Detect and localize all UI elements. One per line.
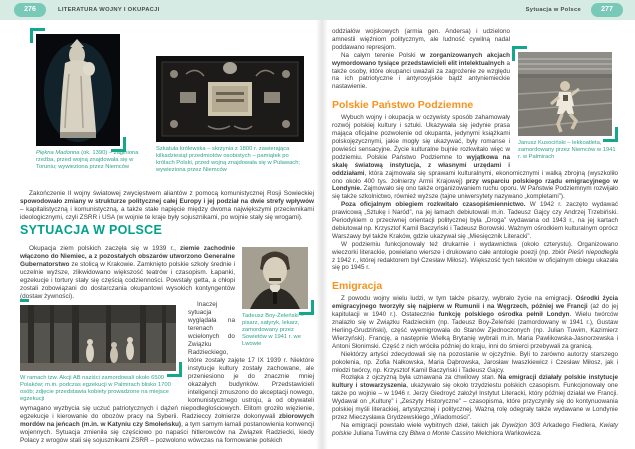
left-paragraph-2: Inaczej sytuacja wyglądała na terenach wcielonych do Związku Radzieckiego, które zostały zajęte 17 IX 1939 r. Niektóre instytucje kultury zostały zachowane, ale przeniesiono je do znacznie mniej okazałych budynków. Przedstawicieli inteligencji zmuszono do akceptacji nowego, komunistycznego ustroju, a od obywateli wymagano wyzbycia się uczuć patriotycznych i dążeń niepodległościowych. Elitom groziło więzienie, egzekucje i kierowanie do obozów pracy na Syberii. Radzieccy żołnierze dokonywali zbiorowych mordów na jeńcach (m.in. w Katyniu czy Smoleńsku), a tym samym łamali postanowienia konwencji wojennych. Sytuacja zmieniła się częściowo po napaści hitlerowców na Związek Radziecki, kiedy Polacy z wrogów stali się sojusznikami ZSRR – pozwolono wówczas na formowanie polskich xyxy=(20,301,314,444)
left-paragraph-1: Okupacja ziem polskich zaczęła się w 1939 r., ziemie zachodnie włączono do Niemiec, a z pozostałych obszarów utworzono Generalne Gubernatorstwo ze stolicą w Krakowie. Zamknięto polskie szkoły średnie i uczelnie wyższe, zlikwidowano większość teatrów i czasopism. Łapanki, egzekucje i tortury stały się częścią codzienności. Powstały getta, a chłopi zostali zobowiązani do dostarczania okupantowi wysokich kontyngentów (dostaw żywności). xyxy=(20,245,235,300)
royal-casket-figure xyxy=(156,56,306,174)
boy-zelenski-figure xyxy=(242,247,314,348)
right-page xyxy=(332,20,618,449)
left-page xyxy=(0,20,322,449)
running-header-band xyxy=(0,0,635,20)
right-paragraph-7: Na emigracji powstało wiele wybitnych dzieł, takich jak Dywizjon 303 Arkadego Fiedlera, Kwiaty polskie Juliana Tuwima czy Bitwa o Monte Cassino Melchiora Wańkowicza. xyxy=(332,421,619,437)
running-head-left: LITERATURA WOJNY I OKUPACJI xyxy=(58,7,160,13)
kusocinski-photo xyxy=(518,52,612,136)
running-head-right: Sytuacja w Polsce xyxy=(525,7,581,13)
corner-bracket-icon xyxy=(603,127,618,142)
page-number-left: 276 xyxy=(14,3,46,17)
left-intro-paragraph: Zakończenie II wojny światowej zwycięstwem aliantów z pomocą komunistycznej Rosji Sowieckiej spowodowało zmiany w strukturze politycznej całej Europy i jej podział na dwie strefy wpływów – kapitalistyczną i komunistyczną, a także stałe napięcie między dwoma największymi przeciwnikami ideologicznymi, czyli ZSRR i USA (w wojnie te kraje były sojusznikami, po wojnie stały się wrogami). xyxy=(20,190,314,221)
corner-bracket-icon xyxy=(20,299,29,314)
royal-casket-photo xyxy=(156,56,304,142)
madonna-figure xyxy=(36,34,146,171)
execution-figure xyxy=(20,305,180,403)
right-paragraph-top: oddziałów wojskowych (armia gen. Andersa) i udzielono amnestii więźniom politycznym, ale ludność cywilną nadal poddawano represjom. xyxy=(332,28,510,51)
corner-bracket-icon xyxy=(167,362,182,377)
section-heading-underground: Polskie Państwo Podziemne xyxy=(332,99,474,112)
right-paragraph-5: Niektórzy artyści zdecydowali się na pozostanie w ojczyźnie. Byli to zarówno autorzy starszego pokolenia, np. Zofia Nałkowska, Maria Dąbrowska, Jarosław Iwaszkiewicz i Czesław Miłosz, jak i młodzi twórcy, np. Krzysztof Kamil Baczyński i Tadeusz Gajcy. xyxy=(332,350,618,374)
execution-caption: W ramach tzw. Akcji AB naziści zamordowali około 6500 Polaków; m.in. podczas egzekucji w Palmirach blisko 1700 osób; zdjęcie przedstawia kobiety prowadzone na miejsce egzekucji xyxy=(20,375,171,402)
corner-bracket-icon xyxy=(512,46,527,61)
corner-bracket-icon xyxy=(111,137,126,152)
execution-photo xyxy=(20,305,176,371)
madonna-photo xyxy=(36,34,120,146)
madonna-caption: Piękna Madonna (ok. 1390) – zaginiona rzeźba, przed wojną znajdowała się w Toruniu; wywieziona przez Niemców xyxy=(36,150,139,170)
execution-scene-illustration xyxy=(20,305,176,371)
kusocinski-runner-illustration xyxy=(518,52,612,136)
kusocinski-caption: Janusz Kusociński – lekkoatleta, zamordowany przez Niemców w 1941 r. w Palmirach xyxy=(518,140,616,160)
right-paragraph-2: Poza oficjalnym obiegiem rozkwitało czasopiśmiennictwo. W 1942 r. zaczęto wydawać prawicową „Sztukę i Naród”, na jej łamach debiutowali m.in. Tadeusz Gajcy czy Andrzej Trzebiński. Periodykiem o przeciwnej orientacji politycznej była „Droga” wydawana od 1943 r., na jej kartach debiutował np. Krzysztof Kamil Baczyński i Tadeusz Borowski. Ważnym ośrodkiem kulturalnym oprócz Warszawy był także Kraków, gdzie ukazywał się „Miesięcznik Literacki”. xyxy=(332,201,618,240)
corner-bracket-icon xyxy=(299,300,314,315)
kusocinski-figure xyxy=(518,52,618,161)
page-number-right: 277 xyxy=(591,3,623,17)
boy-zelenski-photo xyxy=(242,247,308,309)
right-paragraph-top2: Na całym terenie Polski w zorganizowanych akcjach wymordowano tysiące przedstawicieli elit intelektualnych a także osoby, które okupanci uważali za zagrożenie ze względu na ich patriotyczne i antyrosyjskie bądź antyniemieckie nastawienie. xyxy=(332,51,510,91)
corner-bracket-icon xyxy=(30,28,45,43)
right-paragraph-1: Wybuch wojny i okupacja w oczywisty sposób zahamowały rozwój polskiej kultury i sztuki. Ukazywała się jedynie prasa mająca oficjalne pozwolenie od okupanta, jedynymi książkami polskojęzycznymi, jakie mogły się ukazywać, były romanse i powieści sensacyjne. Życie kulturalne bujnie rozkwitało więc w podziemiu. Polskie Państwo Podziemne to wyjątkowa na skalę światową instytucja, z własnymi urzędami i oddziałami, która zajmowała się sprawami kulturalnymi, ekonomicznymi i walką zbrojną (wyszkoliło ono około 400 tys. żołnierzy Armii Krajowej) przy wsparciu polskiego rządu emigracyjnego w Londynie. Zajmowało się ono także organizowaniem ruchu oporu. W Państwie Podziemnym rozwijało się także szkolnictwo, również wyższe (tajne uniwersytety nazywano „kompletami”). xyxy=(332,114,618,201)
madonna-statue-illustration xyxy=(36,34,120,146)
boy-zelenski-caption: Tadeusz Boy-Żeleński – pisarz, satyryk, lekarz, zamordowany przez Sowietów w 1941 r. we Lwowie xyxy=(242,313,304,347)
section-heading-sytuacja: SYTUACJA W POLSCE xyxy=(20,223,163,237)
left-body-text xyxy=(20,245,314,449)
right-paragraph-3: W podziemiu funkcjonowały też drukarnie i wydawnictwa (około czterystu). Organizowano wieczorki literackie, powielano wiersze i drukowano całe antologie poezji (np. zbiór Pieśń niepodległa z 1942 r., której redaktorem był Czesław Miłosz). Większość tych tekstów w oficjalnym obiegu ukazała się po 1945 r. xyxy=(332,240,619,272)
right-paragraph-6: Rozłąka z ojczyzną była uznawana za chwilowy stan. Na emigracji działały polskie instytucje kultury i stowarzyszenia, ukazywało się około trzydziestu polskich czasopism. Funkcjonowały one także po wojnie – w 1946 r. Jerzy Giedroyć założył Instytut Literacki, który później działał we Francji. Wydawał on „Kulturę” i „Zeszyty Historyczne” – czasopisma, które przyczyniły się do kontynuowania polskiej myśli literackiej, artystycznej i politycznej. Ważną rolę odegrały także wydawane w Londynie przez Mieczysława Grydzewskiego „Wiadomości”. xyxy=(332,374,618,421)
royal-casket-illustration xyxy=(156,56,304,142)
right-paragraph-4: Z powodu wojny wielu ludzi, w tym także pisarzy, wybrało życie na emigracji. Ośrodki życia emigracyjnego tworzyły się najpierw w Rumunii i na Węgrzech, później we Francji (aż do jej kapitulacji w 1940 r.). Ostatecznie funkcję polskiego ośrodka pełnił Londyn. Wielu twórców znalazło się w Związku Radzieckim (np. Tadeusz Boy-Żeleński (zamordowany w 1941 r.), Gustaw Herling-Grudziński), część wyemigrowała do Stanów Zjednoczonych (np. Julian Tuwim, Kazimierz Wierzyński). Francję, a następnie Wielką Brytanię wybrali m.in. Maria Pawlikowska-Jasnorzewska i Antoni Słonimski. Część z nich wróciła później do kraju, inni do śmierci przebywali za granicą. xyxy=(332,295,618,350)
royal-casket-caption: Szkatuła królewska – skrzynia z 1800 r. zawierająca kilkadziesiąt przedmiotów osobistych – pamiątek po królach Polski, przed wojną znajdowała się w Puławach; wywieziona przez Niemców xyxy=(156,146,301,173)
section-heading-emigration: Emigracja xyxy=(332,280,383,293)
